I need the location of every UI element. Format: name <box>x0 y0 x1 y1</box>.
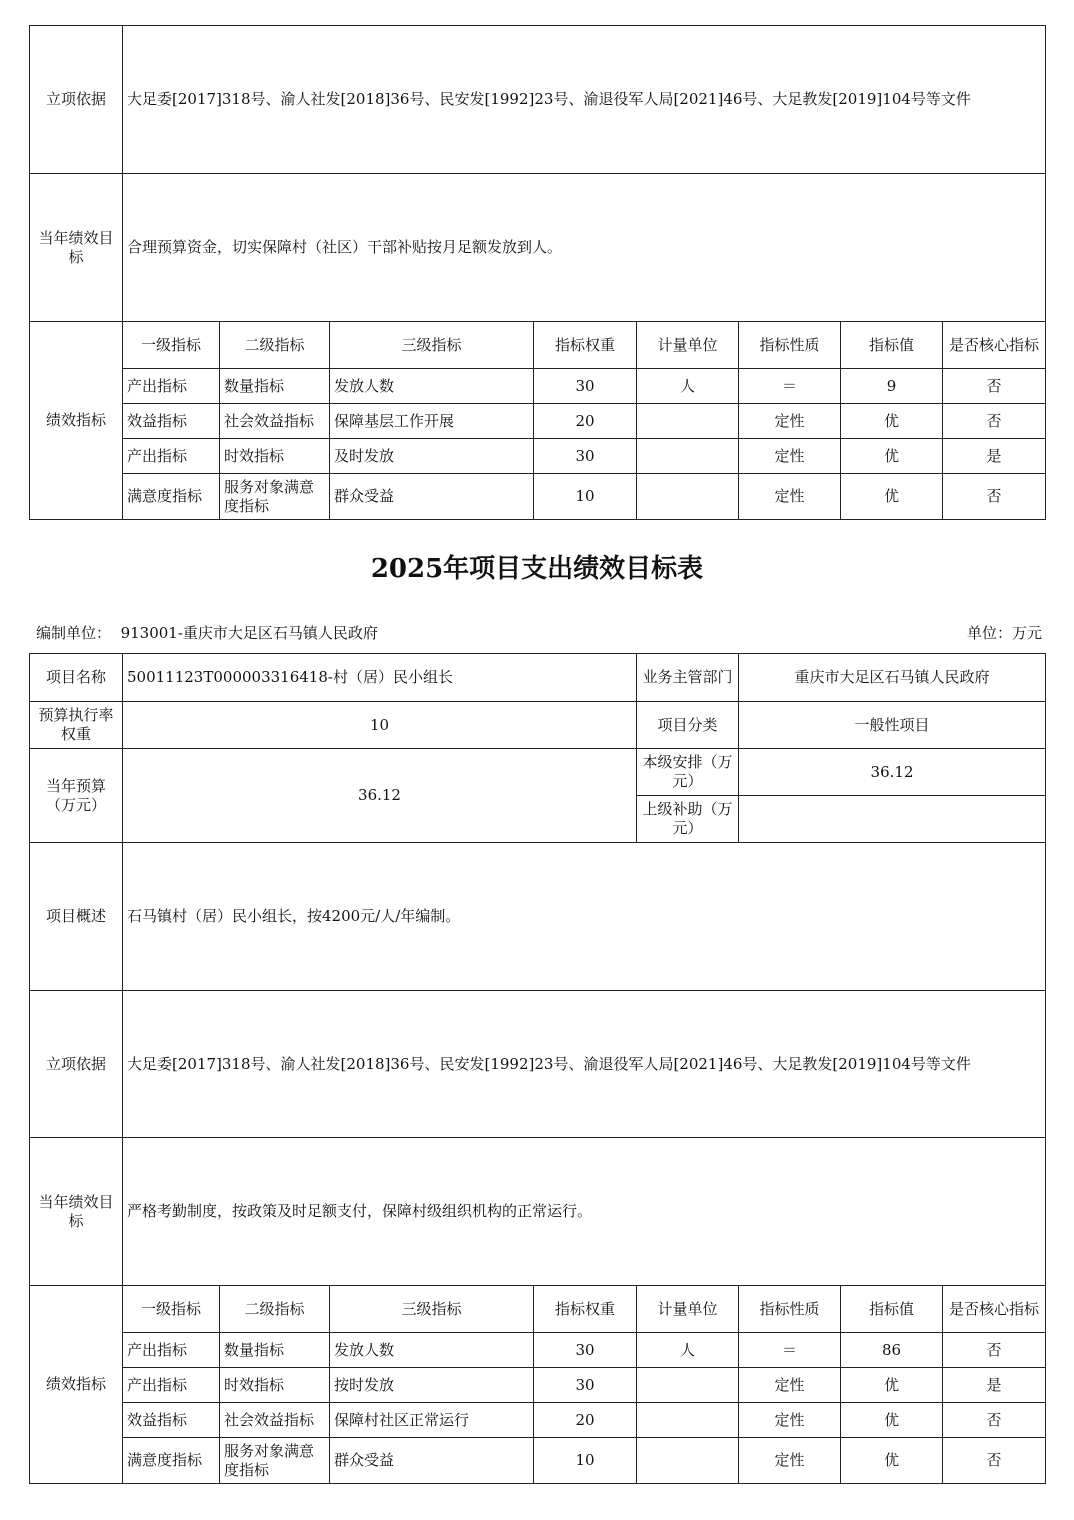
compiling-unit-label: 编制单位： <box>36 624 112 642</box>
core-cell: 是 <box>943 439 1046 474</box>
basis-value: 大足委[2017]318号、渝人社发[2018]36号、民安发[1992]23号、渝退役军人局[2021]46号、大足教发[2019]104号等文件 <box>123 26 1046 174</box>
currency-unit: 单位：万元 <box>966 624 1042 642</box>
basis-label: 立项依据 <box>30 991 123 1138</box>
performance-table-1 <box>29 25 1046 520</box>
performance-table-2 <box>29 653 1046 1484</box>
table-row <box>30 1438 1046 1484</box>
category-label: 项目分类 <box>637 702 739 749</box>
weight-cell: 30 <box>534 439 637 474</box>
level3-cell: 群众受益 <box>330 474 534 520</box>
basis-value: 大足委[2017]318号、渝人社发[2018]36号、民安发[1992]23号、渝退役军人局[2021]46号、大足教发[2019]104号等文件 <box>123 991 1046 1138</box>
level2-cell: 时效指标 <box>220 1368 330 1403</box>
perf-indicators-label: 绩效指标 <box>30 1286 123 1484</box>
header-cell: 三级指标 <box>330 322 534 369</box>
table-row <box>30 1333 1046 1368</box>
dept-value: 重庆市大足区石马镇人民政府 <box>739 654 1046 702</box>
table-row <box>30 1368 1046 1403</box>
weight-cell: 10 <box>534 1438 637 1484</box>
core-cell: 否 <box>943 1438 1046 1484</box>
unit-cell: 人 <box>637 1333 739 1368</box>
unit-cell <box>637 474 739 520</box>
header-cell: 指标性质 <box>739 1286 841 1333</box>
header-cell: 指标权重 <box>534 1286 637 1333</box>
upper-subsidy-label: 上级补助（万元） <box>637 796 739 843</box>
nature-cell: ＝ <box>739 1333 841 1368</box>
level2-cell: 社会效益指标 <box>220 404 330 439</box>
table-row <box>30 404 1046 439</box>
header-cell: 是否核心指标 <box>943 322 1046 369</box>
level1-cell: 产出指标 <box>123 1333 220 1368</box>
header-cell: 一级指标 <box>123 322 220 369</box>
upper-subsidy-value <box>739 796 1046 843</box>
value-cell: 优 <box>841 1368 943 1403</box>
core-cell: 否 <box>943 1403 1046 1438</box>
budget-label: 当年预算（万元） <box>30 749 123 843</box>
core-cell: 否 <box>943 474 1046 520</box>
level1-cell: 效益指标 <box>123 404 220 439</box>
header-cell: 指标性质 <box>739 322 841 369</box>
project-name-value: 50011123T000003316418-村（居）民小组长 <box>123 654 637 702</box>
level2-cell: 数量指标 <box>220 369 330 404</box>
header-cell: 指标值 <box>841 1286 943 1333</box>
dept-label: 业务主管部门 <box>637 654 739 702</box>
header-cell: 计量单位 <box>637 322 739 369</box>
page-title: 2025年项目支出绩效目标表 <box>370 554 704 584</box>
level1-cell: 产出指标 <box>123 369 220 404</box>
header-cell: 二级指标 <box>220 1286 330 1333</box>
unit-cell <box>637 1403 739 1438</box>
level1-cell: 满意度指标 <box>123 1438 220 1484</box>
value-cell: 优 <box>841 1403 943 1438</box>
header-cell: 计量单位 <box>637 1286 739 1333</box>
weight-cell: 10 <box>534 474 637 520</box>
core-cell: 是 <box>943 1368 1046 1403</box>
value-cell: 优 <box>841 1438 943 1484</box>
core-cell: 否 <box>943 404 1046 439</box>
unit-cell: 人 <box>637 369 739 404</box>
header-cell: 指标权重 <box>534 322 637 369</box>
level1-cell: 产出指标 <box>123 1368 220 1403</box>
unit-cell <box>637 1438 739 1484</box>
nature-cell: 定性 <box>739 1403 841 1438</box>
weight-cell: 30 <box>534 1368 637 1403</box>
nature-cell: 定性 <box>739 439 841 474</box>
goal-label: 当年绩效目标 <box>30 1138 123 1286</box>
level3-cell: 群众受益 <box>330 1438 534 1484</box>
indicator-header-row <box>30 322 1046 369</box>
compiling-unit-value: 913001-重庆市大足区石马镇人民政府 <box>120 624 378 642</box>
header-cell: 是否核心指标 <box>943 1286 1046 1333</box>
unit-cell <box>637 1368 739 1403</box>
level1-cell: 效益指标 <box>123 1403 220 1438</box>
header-cell: 指标值 <box>841 322 943 369</box>
table-row <box>30 474 1046 520</box>
level1-cell: 满意度指标 <box>123 474 220 520</box>
table-row <box>30 369 1046 404</box>
category-value: 一般性项目 <box>739 702 1046 749</box>
weight-cell: 20 <box>534 1403 637 1438</box>
core-cell: 否 <box>943 369 1046 404</box>
exec-rate-value: 10 <box>123 702 637 749</box>
level3-cell: 发放人数 <box>330 1333 534 1368</box>
indicator-header-row <box>30 1286 1046 1333</box>
level1-cell: 产出指标 <box>123 439 220 474</box>
value-cell: 9 <box>841 369 943 404</box>
nature-cell: 定性 <box>739 474 841 520</box>
value-cell: 优 <box>841 439 943 474</box>
level2-cell: 时效指标 <box>220 439 330 474</box>
weight-cell: 20 <box>534 404 637 439</box>
local-funding-label: 本级安排（万元） <box>637 749 739 796</box>
budget-value: 36.12 <box>123 749 637 843</box>
overview-value: 石马镇村（居）民小组长，按4200元/人/年编制。 <box>123 843 1046 991</box>
level2-cell: 社会效益指标 <box>220 1403 330 1438</box>
table-row <box>30 439 1046 474</box>
nature-cell: 定性 <box>739 404 841 439</box>
nature-cell: 定性 <box>739 1438 841 1484</box>
level2-cell: 服务对象满意度指标 <box>220 1438 330 1484</box>
level3-cell: 发放人数 <box>330 369 534 404</box>
value-cell: 优 <box>841 474 943 520</box>
goal-label: 当年绩效目标 <box>30 174 123 322</box>
unit-cell <box>637 404 739 439</box>
local-funding-value: 36.12 <box>739 749 1046 796</box>
level2-cell: 数量指标 <box>220 1333 330 1368</box>
level2-cell: 服务对象满意度指标 <box>220 474 330 520</box>
level3-cell: 保障村社区正常运行 <box>330 1403 534 1438</box>
value-cell: 86 <box>841 1333 943 1368</box>
nature-cell: 定性 <box>739 1368 841 1403</box>
header-cell: 三级指标 <box>330 1286 534 1333</box>
overview-label: 项目概述 <box>30 843 123 991</box>
header-cell: 一级指标 <box>123 1286 220 1333</box>
project-name-label: 项目名称 <box>30 654 123 702</box>
level3-cell: 按时发放 <box>330 1368 534 1403</box>
core-cell: 否 <box>943 1333 1046 1368</box>
exec-rate-label: 预算执行率权重 <box>30 702 123 749</box>
table-row <box>30 1403 1046 1438</box>
unit-cell <box>637 439 739 474</box>
nature-cell: ＝ <box>739 369 841 404</box>
goal-value: 严格考勤制度，按政策及时足额支付，保障村级组织机构的正常运行。 <box>123 1138 1046 1286</box>
weight-cell: 30 <box>534 369 637 404</box>
level3-cell: 及时发放 <box>330 439 534 474</box>
weight-cell: 30 <box>534 1333 637 1368</box>
value-cell: 优 <box>841 404 943 439</box>
compiling-unit <box>36 622 378 643</box>
header-cell: 二级指标 <box>220 322 330 369</box>
basis-label: 立项依据 <box>30 26 123 174</box>
perf-indicators-label: 绩效指标 <box>30 322 123 520</box>
level3-cell: 保障基层工作开展 <box>330 404 534 439</box>
goal-value: 合理预算资金，切实保障村（社区）干部补贴按月足额发放到人。 <box>123 174 1046 322</box>
